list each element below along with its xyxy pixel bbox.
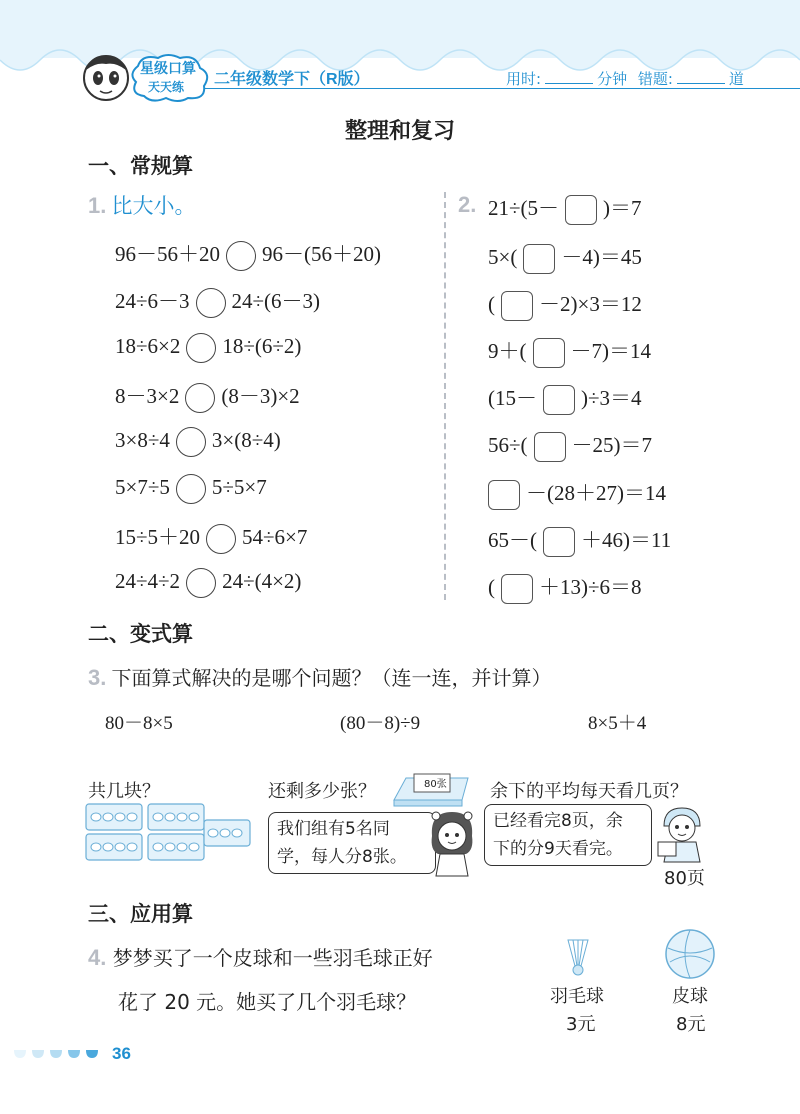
compare-left: 5×7÷5: [115, 474, 170, 499]
problem-1-title: 共几块？: [88, 781, 160, 802]
fill-post: －2)×3＝12: [539, 292, 642, 316]
fill-post: ＋46)＝11: [581, 528, 672, 552]
speech-bubble-3[interactable]: [484, 804, 652, 866]
fill-post: －4)＝45: [561, 245, 642, 269]
q1-title: 比大小。: [111, 194, 196, 218]
shuttlecock-name: 羽毛球: [550, 986, 604, 1007]
compare-right: (8－3)×2: [221, 384, 300, 408]
shuttlecock-icon: [566, 938, 590, 978]
chocolate-boxes-icon[interactable]: [82, 800, 254, 866]
fill-post: －25)＝7: [571, 433, 653, 457]
fill-row: [488, 335, 651, 368]
compare-row: [115, 521, 307, 554]
compare-row: [115, 568, 301, 598]
compare-row: [115, 427, 281, 457]
compare-right: 54÷6×7: [242, 525, 308, 549]
shuttlecock-price: 3元: [566, 1014, 596, 1035]
compare-circle[interactable]: [176, 474, 206, 504]
q3-number: 3.: [88, 665, 107, 690]
column-divider: [444, 192, 446, 600]
compare-circle[interactable]: [186, 568, 216, 598]
q4-line1: 梦梦买了一个皮球和一些羽毛球正好: [112, 946, 433, 970]
compare-left: 24÷4÷2: [115, 568, 181, 593]
ball-price: 8元: [676, 1014, 706, 1035]
q3-title: 下面算式解决的是哪个问题？（连一连，并计算）: [111, 666, 552, 690]
fill-row: [488, 192, 642, 225]
errors-label: 错题:: [637, 70, 673, 88]
time-unit: 分钟: [597, 70, 628, 88]
q1-heading: [88, 190, 195, 220]
brand-line1: 星级口算: [140, 60, 196, 76]
time-record: [506, 68, 744, 89]
compare-circle[interactable]: [176, 427, 206, 457]
section-heading-1: 一、常规算: [88, 154, 193, 178]
compare-right: 24÷(6－3): [231, 289, 321, 313]
fill-pre: 65－(: [488, 528, 537, 552]
answer-box[interactable]: [543, 527, 575, 557]
fill-row: [488, 571, 642, 604]
page-number: 36: [112, 1044, 131, 1063]
compare-circle[interactable]: [226, 241, 256, 271]
compare-row: [115, 474, 267, 504]
compare-row: [115, 380, 300, 413]
answer-box[interactable]: [543, 385, 575, 415]
q1-number: 1.: [88, 193, 107, 218]
fill-row: [482, 477, 666, 510]
compare-left: 8－3×2: [115, 384, 180, 408]
compare-row: [115, 238, 381, 271]
time-blank[interactable]: [545, 83, 593, 84]
brand-line2: 天天练: [148, 80, 185, 94]
time-label: 用时:: [506, 70, 542, 88]
fill-post: ＋13)÷6＝8: [539, 575, 642, 599]
compare-right: 18÷(6÷2): [222, 333, 302, 358]
fill-post: －7)＝14: [570, 339, 651, 363]
bubble-3-line2: 下的分9天看完。: [493, 839, 623, 859]
compare-circle[interactable]: [186, 333, 216, 363]
fill-pre: 9＋(: [488, 339, 527, 363]
fill-pre: (: [488, 575, 495, 599]
book-pages-label: 80页: [664, 868, 705, 889]
compare-left: 96－56＋20: [115, 242, 220, 266]
footer-dots-icon: [10, 1044, 110, 1062]
q4-line2: 花了 20 元。她买了几个羽毛球？: [118, 990, 417, 1014]
answer-box[interactable]: [534, 432, 566, 462]
answer-box[interactable]: [501, 574, 533, 604]
bubble-2-line1: 我们组有5名同: [277, 819, 390, 839]
compare-row: [115, 285, 320, 318]
fill-post: )÷3＝4: [581, 386, 642, 410]
compare-right: 3×(8÷4): [211, 427, 281, 452]
answer-box[interactable]: [523, 244, 555, 274]
problem-2-title: 还剩多少张？: [268, 781, 376, 802]
paper-stack-label: 80张: [424, 779, 447, 790]
compare-right: 24÷(4×2): [222, 568, 302, 593]
compare-circle[interactable]: [196, 288, 226, 318]
fill-row: [488, 382, 642, 415]
fill-row: [488, 288, 642, 321]
q4-number: 4.: [88, 945, 107, 970]
bubble-2-line2: 学，每人分8张。: [277, 847, 407, 867]
compare-circle[interactable]: [206, 524, 236, 554]
answer-box[interactable]: [565, 195, 597, 225]
compare-left: 3×8÷4: [115, 427, 170, 452]
fill-pre: 56÷(: [488, 433, 528, 457]
fill-row: [488, 429, 652, 462]
subject-label: 二年级数学下（R版）: [214, 71, 370, 88]
section-heading-2: 二、变式算: [88, 622, 193, 646]
section-heading-3: 三、应用算: [88, 902, 193, 926]
compare-left: 18÷6×2: [115, 333, 181, 358]
answer-box[interactable]: [501, 291, 533, 321]
ball-name: 皮球: [672, 986, 708, 1007]
expression-2[interactable]: (80－8)÷9: [340, 713, 421, 734]
fill-post: )＝7: [603, 196, 642, 220]
fill-pre: (15－: [488, 386, 537, 410]
compare-right: 5÷5×7: [211, 474, 267, 499]
bubble-3-line1: 已经看完8页，余: [493, 811, 623, 831]
compare-right: 96－(56＋20): [262, 242, 381, 266]
expression-3[interactable]: 8×5＋4: [588, 713, 647, 734]
fill-pre: (: [488, 292, 495, 316]
answer-box[interactable]: [533, 338, 565, 368]
compare-circle[interactable]: [185, 383, 215, 413]
fill-row: [488, 241, 642, 274]
compare-left: 15÷5＋20: [115, 525, 201, 549]
ball-icon: [664, 928, 716, 980]
fill-row: [488, 524, 671, 557]
q2-number: 2.: [458, 192, 477, 217]
q4-line1-wrap: [88, 942, 433, 971]
speech-bubble-2[interactable]: [268, 812, 436, 874]
answer-box[interactable]: [488, 480, 520, 510]
problem-3-title: 余下的平均每天看几页？: [490, 781, 688, 802]
page-title: 整理和复习: [344, 119, 455, 144]
fill-post: －(28＋27)＝14: [526, 481, 666, 505]
q3-heading: [88, 662, 551, 691]
boy-reading-icon: [654, 804, 710, 864]
errors-unit: 道: [728, 70, 744, 88]
girl-icon: [424, 806, 480, 880]
compare-left: 24÷6－3: [115, 289, 190, 313]
fill-pre: 21÷(5－: [488, 196, 560, 220]
errors-blank[interactable]: [677, 83, 725, 84]
fill-pre: 5×(: [488, 245, 518, 269]
expression-1[interactable]: 80－8×5: [105, 713, 173, 734]
compare-row: [115, 333, 301, 363]
